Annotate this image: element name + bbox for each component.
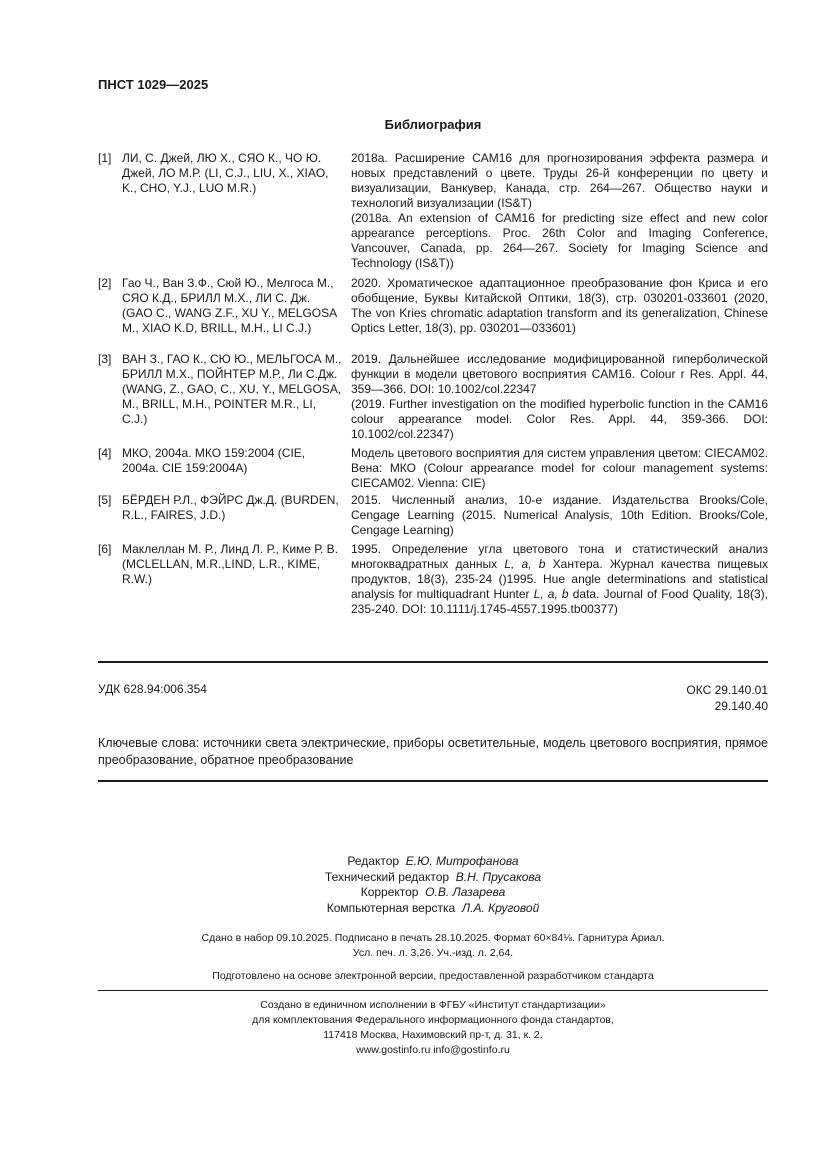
reference-authors: ВАН З., ГАО К., СЮ Ю., МЕЛЬГОСА М., БРИЛЛ М.Х., ПОЙНТЕР М.Р., Ли С.Дж. (WANG, Z., GAO, C., XU, Y., MELGOSA, M., BRILL, M.H., POINTER M.R., LI, C.J.) (122, 352, 342, 426)
oks-line: ОКС 29.140.01 (686, 683, 768, 697)
staff-list (0, 854, 827, 916)
reference-number: [5] (98, 493, 112, 507)
reference-number: [3] (98, 352, 112, 366)
reference-text: 2019. Дальнейшее исследование модифицированной гиперболической функции в модели цветового восприятия CAM16. Colour r Res. Appl. 44, 359—366. DOI: 10.1002/col.22347 (2019. Further investigation on the modified hyperbolic function in the CAM16 colour appearance model. Color Res. Appl. 44, 359-366. DOI: 10.1002/col.22347) (351, 352, 768, 441)
reference-text (351, 542, 768, 617)
reference-authors: МКО, 2004a. МКО 159:2004 (CIE, 2004a. CIE 159:2004A) (122, 446, 306, 475)
reference-text: 2020. Хроматическое адаптационное преобразование фон Криса и его обобщение, Буквы Китайской Оптики, 18(3), стр. 030201-033601 (2020, The von Kries chromatic adaptation transform and its generalization, Chinese Optics Letter, 18(3), pp. 030201—033601) (351, 276, 768, 335)
reference-authors: Маклеллан М. Р., Линд Л. Р., Киме Р. В. (MCLELLAN, M.R.,LIND, L.R., KIME, R.W.) (122, 542, 339, 586)
publisher-info (0, 998, 827, 1058)
divider (98, 990, 768, 991)
udk-code: УДК 628.94:006.354 (98, 682, 207, 696)
reference-number: [1] (98, 151, 112, 165)
keywords: Ключевые слова: источники света электрические, приборы осветительные, модель цветового восприятия, прямое преобразование, обратное преобразование (98, 736, 768, 767)
reference-text: 2018a. Расширение CAM16 для прогнозирования эффекта размера и новых представлений о цвете. Труды 26-й конференции по цвету и визуализации, Ванкувер, Канада, стр. 264—267. Общество науки и технологий визуализации (IS&T) (2018a. An extension of CAM16 for predicting size effect and new color appearance perceptions. Proc. 26th Color and Imaging Conference, Vancouver, Canada, pp. 264—267. Society for Imaging Science and Technology (IS&T)) (351, 151, 768, 270)
staff-line: Компьютерная верстка Л.А. Круговой (326, 900, 540, 915)
divider (98, 780, 768, 782)
divider (98, 661, 768, 663)
staff-line: Корректор О.В. Лазарева (360, 885, 506, 899)
bibliography-title: Библиография (384, 117, 482, 132)
publisher-line: 117418 Москва, Нахимовский пр-т, д. 31, к. 2. (323, 1029, 543, 1041)
reference-text-rich: 1995. Определение угла цветового тона и статистический анализ многоквадратных данных L, a, b Хантера. Журнал качества пищевых продуктов, 18(3), 235-24 ()1995. Hue angle determinations and statistical analysis for multiquadrant Hunter L, a, b data. Journal of Food Quality, 18(3), 235-240. DOI: 10.1111/j.1745-4557.1995.tb00377) (351, 542, 768, 616)
reference-authors: ЛИ, С. Джей, ЛЮ Х., СЯО К., ЧО Ю. Джей, ЛО М.Р. (LI, C.J., LIU, X., XIAO, K., CHO, Y.J., LUO M.R.) (122, 151, 329, 195)
reference-number: [2] (98, 276, 112, 290)
reference-number: [6] (98, 542, 112, 556)
print-info-line: Сдано в набор 09.10.2025. Подписано в печать 28.10.2025. Формат 60×84⅛. Гарнитура Ариал. (201, 932, 665, 944)
reference-text: 2015. Численный анализ, 10-е издание. Издательства Brooks/Cole, Cengage Learning (2015. Numerical Analysis, 10th Edition. Brooks/Cole, Cengage Learning) (351, 493, 768, 537)
reference-number: [4] (98, 446, 112, 460)
reference-authors: БЁРДЕН Р.Л., ФЭЙРС Дж.Д. (BURDEN, R.L., FAIRES, J.D.) (122, 493, 339, 522)
oks-code (600, 682, 768, 714)
prepared-note: Подготовлено на основе электронной версии, предоставленной разработчиком стандарта (212, 970, 654, 982)
print-info (0, 931, 827, 961)
staff-line: Технический редактор В.Н. Прусакова (324, 869, 542, 884)
document-header: ПНСТ 1029—2025 (98, 77, 209, 92)
reference-text: Модель цветового восприятия для систем управления цветом: CIECAM02. Вена: МКО (Colour appearance model for colour management systems: CIECAM02. Vienna: CIE) (351, 446, 768, 490)
oks-line: 29.140.40 (714, 699, 768, 713)
publisher-links[interactable]: www.gostinfo.ru info@gostinfo.ru (356, 1044, 510, 1056)
reference-authors: Гао Ч., Ван З.Ф., Сюй Ю., Мелгоса М., СЯО К.Д., БРИЛЛ М.Х., ЛИ С. Дж. (GAO C., WANG Z.F., XU Y., MELGOSA M., XIAO K.D, BRILL, M.H., LI C.J.) (122, 276, 337, 335)
staff-line: Редактор Е.Ю. Митрофанова (347, 854, 519, 868)
publisher-line: для комплектования Федерального информационного фонда стандартов, (252, 1014, 614, 1026)
publisher-line: Создано в единичном исполнении в ФГБУ «Институт стандартизации» (260, 999, 606, 1011)
print-info-line: Усл. печ. л. 3,26. Уч.-изд. л. 2,64. (352, 947, 514, 959)
